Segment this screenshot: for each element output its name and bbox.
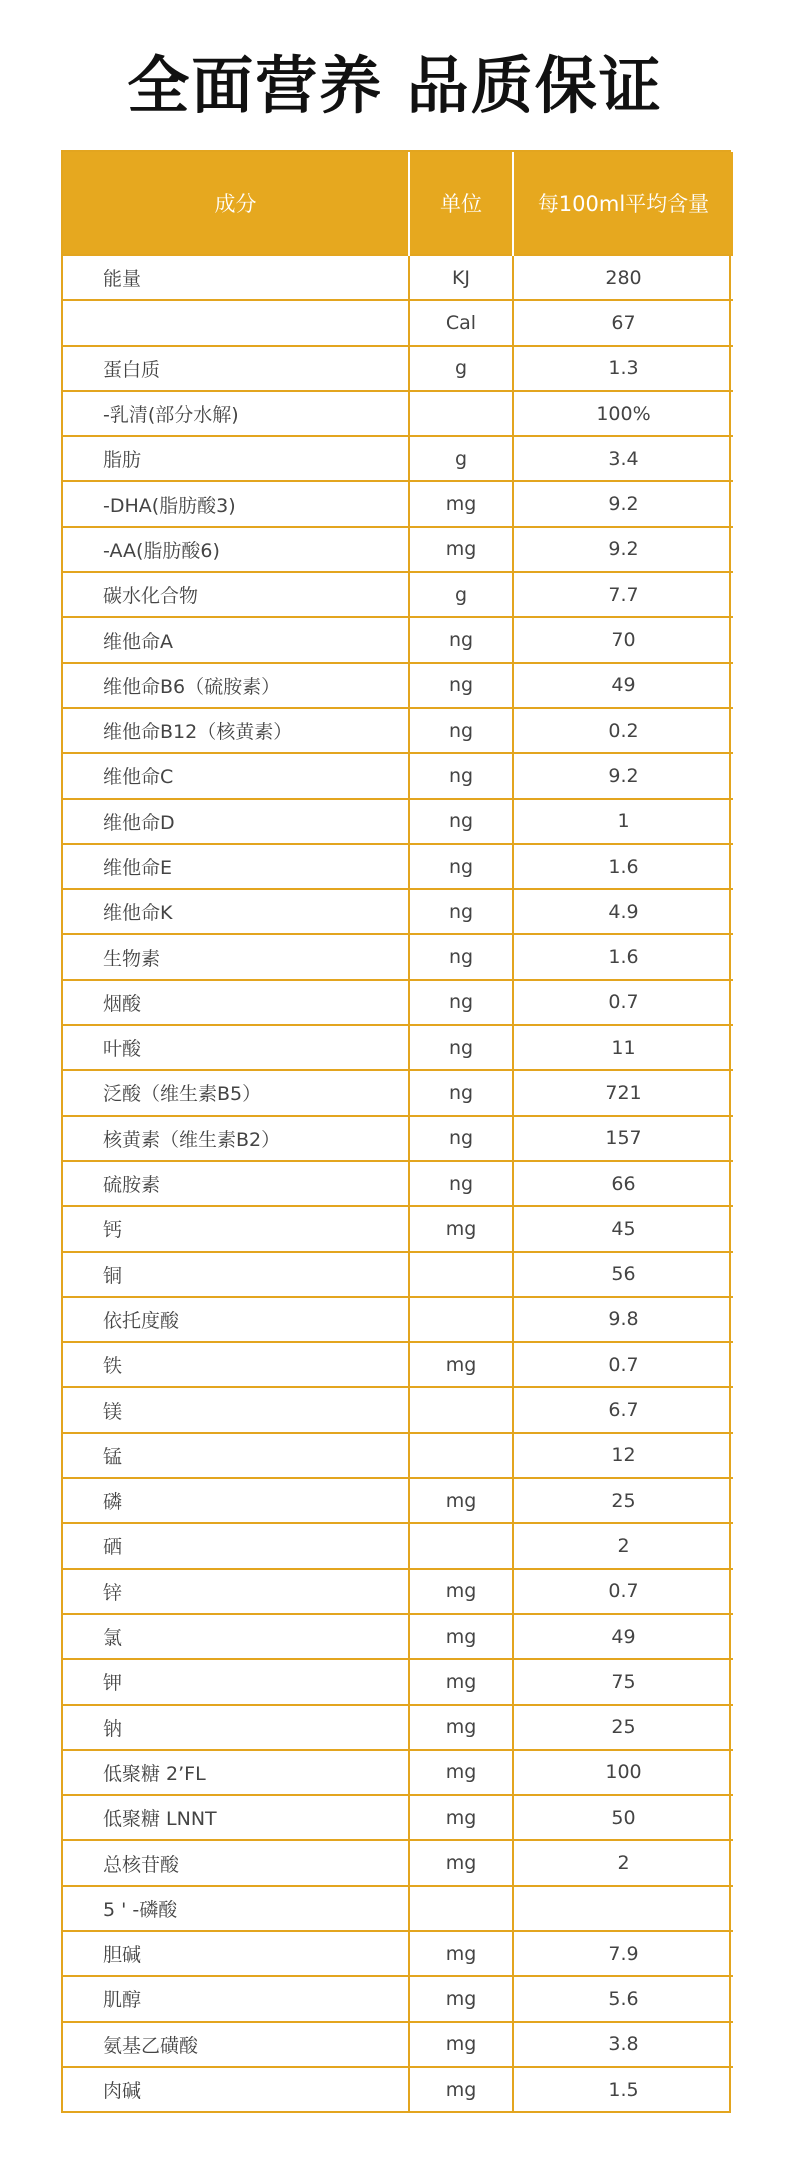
table-row [63,844,733,889]
table-row [63,346,733,391]
table-row [63,1070,733,1115]
amount-cell: 0.7 [513,1342,733,1387]
table-row [63,617,733,662]
amount-cell: 9.8 [513,1297,733,1342]
ingredient-cell: 钙 [63,1206,409,1251]
unit-cell: mg [409,1569,513,1614]
header-ingredient: 成分 [63,152,409,255]
ingredient-cell: 总核苷酸 [63,1840,409,1885]
unit-cell: mg [409,1750,513,1795]
table-row [63,1931,733,1976]
ingredient-cell: 磷 [63,1478,409,1523]
unit-cell: KJ [409,255,513,300]
table-row [63,1342,733,1387]
unit-cell: ng [409,1070,513,1115]
table-row [63,481,733,526]
unit-cell [409,1523,513,1568]
amount-cell: 56 [513,1252,733,1297]
amount-cell: 1.3 [513,346,733,391]
unit-cell: g [409,436,513,481]
page-title: 全面营养 品质保证 [127,49,663,122]
table-row [63,391,733,436]
unit-cell: ng [409,799,513,844]
amount-cell: 67 [513,300,733,345]
ingredient-cell: 蛋白质 [63,346,409,391]
ingredient-cell: -DHA(脂肪酸3) [63,481,409,526]
header-unit: 单位 [409,152,513,255]
unit-cell: mg [409,2067,513,2111]
unit-cell: mg [409,1614,513,1659]
ingredient-cell: 泛酸（维生素B5） [63,1070,409,1115]
table-row [63,300,733,345]
unit-cell: ng [409,708,513,753]
ingredient-cell: 镁 [63,1387,409,1432]
amount-cell: 6.7 [513,1387,733,1432]
ingredient-cell: 维他命A [63,617,409,662]
table-row [63,753,733,798]
ingredient-cell: 维他命K [63,889,409,934]
ingredient-cell: 锰 [63,1433,409,1478]
table-row [63,572,733,617]
unit-cell [409,391,513,436]
ingredient-cell: 维他命B6（硫胺素） [63,663,409,708]
ingredient-cell: 5 ' -磷酸 [63,1886,409,1931]
unit-cell: ng [409,934,513,979]
amount-cell: 9.2 [513,481,733,526]
amount-cell: 1 [513,799,733,844]
ingredient-cell: 叶酸 [63,1025,409,1070]
table-row [63,2067,733,2111]
ingredient-cell: 肌醇 [63,1976,409,2021]
unit-cell: mg [409,1342,513,1387]
table-row [63,1659,733,1704]
table-row [63,1569,733,1614]
ingredient-cell: 低聚糖 2’FL [63,1750,409,1795]
table-row [63,1523,733,1568]
amount-cell: 1.5 [513,2067,733,2111]
unit-cell [409,1252,513,1297]
amount-cell: 9.2 [513,753,733,798]
ingredient-cell: 烟酸 [63,980,409,1025]
amount-cell: 0.7 [513,980,733,1025]
table-row [63,436,733,481]
unit-cell: mg [409,527,513,572]
amount-cell: 66 [513,1161,733,1206]
table-row [63,1252,733,1297]
amount-cell: 25 [513,1478,733,1523]
unit-cell [409,1297,513,1342]
unit-cell: g [409,346,513,391]
table-row [63,663,733,708]
ingredient-cell: 氯 [63,1614,409,1659]
table-row [63,1387,733,1432]
ingredient-cell: 硫胺素 [63,1161,409,1206]
table-row [63,2022,733,2067]
amount-cell: 721 [513,1070,733,1115]
amount-cell: 2 [513,1523,733,1568]
unit-cell: mg [409,1478,513,1523]
amount-cell: 49 [513,1614,733,1659]
table-row [63,1161,733,1206]
table-row [63,1614,733,1659]
header-amount-per-100ml: 每100ml平均含量 [513,152,733,255]
amount-cell: 157 [513,1116,733,1161]
unit-cell: g [409,572,513,617]
table-row [63,1750,733,1795]
ingredient-cell: 核黄素（维生素B2） [63,1116,409,1161]
amount-cell: 45 [513,1206,733,1251]
ingredient-cell: 生物素 [63,934,409,979]
table-row [63,1025,733,1070]
table-body [63,255,733,2111]
table-row [63,1886,733,1931]
unit-cell: ng [409,1116,513,1161]
unit-cell: mg [409,1840,513,1885]
ingredient-cell: 胆碱 [63,1931,409,1976]
unit-cell [409,1387,513,1432]
unit-cell: ng [409,663,513,708]
ingredient-cell: 硒 [63,1523,409,1568]
table-row [63,1297,733,1342]
amount-cell: 50 [513,1795,733,1840]
table-row [63,1116,733,1161]
amount-cell: 5.6 [513,1976,733,2021]
amount-cell: 12 [513,1433,733,1478]
amount-cell: 7.7 [513,572,733,617]
unit-cell: ng [409,889,513,934]
ingredient-cell: 锌 [63,1569,409,1614]
unit-cell [409,1433,513,1478]
unit-cell: mg [409,1795,513,1840]
ingredient-cell: 维他命D [63,799,409,844]
table-row [63,1705,733,1750]
amount-cell: 280 [513,255,733,300]
table-row [63,708,733,753]
unit-cell: ng [409,1161,513,1206]
ingredient-cell: 铜 [63,1252,409,1297]
amount-cell: 70 [513,617,733,662]
unit-cell: mg [409,1976,513,2021]
ingredient-cell: 低聚糖 LNNT [63,1795,409,1840]
unit-cell: mg [409,1705,513,1750]
amount-cell: 11 [513,1025,733,1070]
table-row [63,1206,733,1251]
table-row [63,255,733,300]
ingredient-cell: 铁 [63,1342,409,1387]
unit-cell: mg [409,1206,513,1251]
amount-cell: 1.6 [513,934,733,979]
amount-cell: 0.7 [513,1569,733,1614]
ingredient-cell: 钾 [63,1659,409,1704]
unit-cell: ng [409,980,513,1025]
unit-cell: ng [409,844,513,889]
ingredient-cell: -AA(脂肪酸6) [63,527,409,572]
table-row [63,799,733,844]
amount-cell: 100 [513,1750,733,1795]
amount-cell: 4.9 [513,889,733,934]
unit-cell: mg [409,481,513,526]
table-row [63,1795,733,1840]
amount-cell: 49 [513,663,733,708]
amount-cell: 75 [513,1659,733,1704]
table-row [63,889,733,934]
ingredient-cell: 钠 [63,1705,409,1750]
unit-cell: mg [409,1931,513,1976]
amount-cell: 3.8 [513,2022,733,2067]
table-row [63,1840,733,1885]
table-row [63,527,733,572]
table-row [63,1478,733,1523]
amount-cell: 3.4 [513,436,733,481]
ingredient-cell: 碳水化合物 [63,572,409,617]
amount-cell: 7.9 [513,1931,733,1976]
ingredient-cell: 维他命C [63,753,409,798]
unit-cell: mg [409,2022,513,2067]
amount-cell: 2 [513,1840,733,1885]
amount-cell: 25 [513,1705,733,1750]
ingredient-cell: 维他命B12（核黄素） [63,708,409,753]
unit-cell: ng [409,753,513,798]
ingredient-cell: 脂肪 [63,436,409,481]
amount-cell: 100% [513,391,733,436]
ingredient-cell: 依托度酸 [63,1297,409,1342]
ingredient-cell: 氨基乙磺酸 [63,2022,409,2067]
nutrition-table [61,150,731,2113]
table-row [63,980,733,1025]
table-header-row [63,152,733,255]
ingredient-cell: 维他命E [63,844,409,889]
amount-cell: 0.2 [513,708,733,753]
amount-cell [513,1886,733,1931]
table-row [63,934,733,979]
amount-cell: 9.2 [513,527,733,572]
ingredient-cell: -乳清(部分水解) [63,391,409,436]
unit-cell: ng [409,1025,513,1070]
amount-cell: 1.6 [513,844,733,889]
unit-cell: Cal [409,300,513,345]
ingredient-cell: 能量 [63,255,409,300]
table-row [63,1976,733,2021]
ingredient-cell [63,300,409,345]
table-row [63,1433,733,1478]
unit-cell: ng [409,617,513,662]
ingredient-cell: 肉碱 [63,2067,409,2111]
unit-cell [409,1886,513,1931]
unit-cell: mg [409,1659,513,1704]
